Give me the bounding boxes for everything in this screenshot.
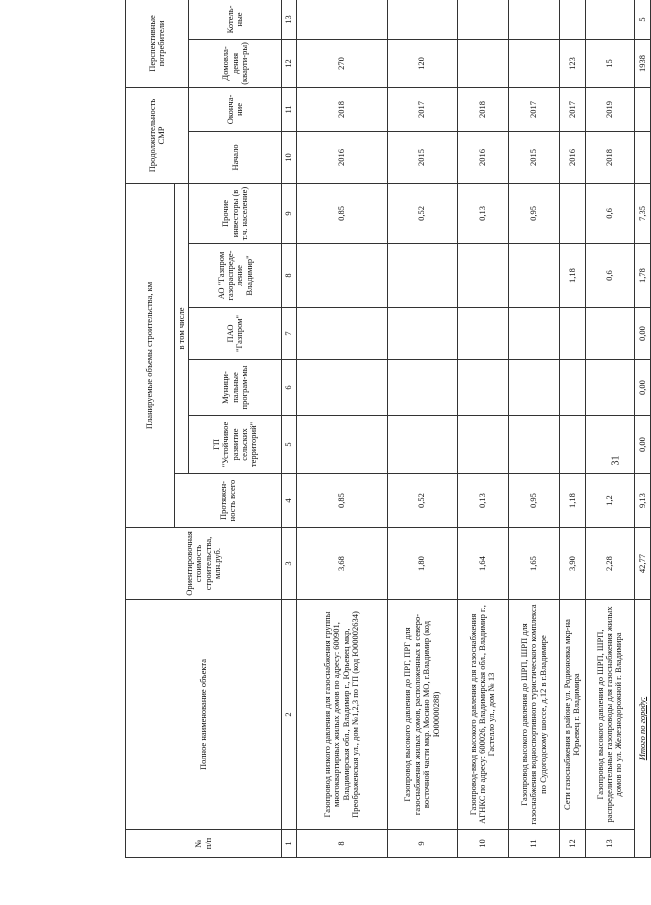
- end-year: 2017: [387, 87, 457, 131]
- table-row: [387, 0, 457, 858]
- table-row: [296, 0, 387, 858]
- rotated-table-page: [125, 0, 651, 858]
- col-number: 3: [282, 528, 296, 600]
- table-row: [508, 0, 559, 858]
- table-row: [560, 0, 586, 858]
- ao-length: 0,6: [585, 244, 634, 308]
- cost: 1,64: [457, 528, 508, 600]
- boilers: [508, 0, 559, 39]
- start-year: 2016: [457, 131, 508, 183]
- boilers: [585, 0, 634, 39]
- households: 120: [387, 39, 457, 87]
- header-planned: Планируемые объемы строительства, км: [126, 183, 175, 527]
- start-year: 2016: [296, 131, 387, 183]
- pao-length: [560, 308, 586, 360]
- length-total: 0,13: [457, 474, 508, 528]
- total-boilers: 5: [634, 0, 650, 39]
- total-ao: 1,78: [634, 244, 650, 308]
- col-number: 2: [282, 600, 296, 830]
- header-ao: АО "Газпром газораспреде-ление Владимир": [189, 244, 282, 308]
- row-number: 9: [387, 830, 457, 858]
- pao-length: [585, 308, 634, 360]
- header-name: Полное наименование объекта: [126, 600, 282, 830]
- municipal-length: [585, 360, 634, 416]
- gp-length: [296, 416, 387, 474]
- total-cost: 42,77: [634, 528, 650, 600]
- ao-length: [508, 244, 559, 308]
- header-cost: Ориентировочная стоимость строительства, млн.руб.: [126, 528, 282, 600]
- col-number: 12: [282, 39, 296, 87]
- ao-length: [457, 244, 508, 308]
- total-row: [634, 0, 650, 858]
- gp-length: [457, 416, 508, 474]
- total-length: 9,13: [634, 474, 650, 528]
- row-number: 11: [508, 830, 559, 858]
- total-label: Итого по городу:: [634, 600, 650, 858]
- col-number: 10: [282, 131, 296, 183]
- col-number: 4: [282, 474, 296, 528]
- cost: 1,65: [508, 528, 559, 600]
- end-year: 2017: [560, 87, 586, 131]
- start-year: 2015: [508, 131, 559, 183]
- header-incl: в том числе: [174, 183, 188, 473]
- header-prospective: Перспективные потребители: [126, 0, 189, 87]
- boilers: [560, 0, 586, 39]
- object-name: Газопровод высокого давления до ПРГ, ПРГ для газоснабжения жилых домов, расположенных в северо-восточной части мкр. Мосино МО, г.Владимир (код Ю00000288): [387, 600, 457, 830]
- other-length: 0,52: [387, 183, 457, 243]
- other-length: 0,6: [585, 183, 634, 243]
- households: 270: [296, 39, 387, 87]
- col-number: 8: [282, 244, 296, 308]
- col-number: 13: [282, 0, 296, 39]
- pao-length: [508, 308, 559, 360]
- boilers: [457, 0, 508, 39]
- municipal-length: [457, 360, 508, 416]
- length-total: 0,52: [387, 474, 457, 528]
- total-gp: 0,00: [634, 416, 650, 474]
- start-year: 2015: [387, 131, 457, 183]
- object-name: Сети газоснабжения в районе ул. Родионовка мкр-на Юрьевец г. Владимира: [560, 600, 586, 830]
- header-end: Оконча-ние: [189, 87, 282, 131]
- gp-length: [560, 416, 586, 474]
- gas-pipeline-table: [125, 0, 651, 858]
- total-start: [634, 131, 650, 183]
- header-municipal: Муници-пальные програм-мы: [189, 360, 282, 416]
- header-boilers: Котель-ные: [189, 0, 282, 39]
- households: 15: [585, 39, 634, 87]
- municipal-length: [508, 360, 559, 416]
- cost: 1,80: [387, 528, 457, 600]
- other-length: [560, 183, 586, 243]
- boilers: [296, 0, 387, 39]
- pao-length: [296, 308, 387, 360]
- gp-length: [387, 416, 457, 474]
- column-number-row: [282, 0, 296, 858]
- households: 123: [560, 39, 586, 87]
- pao-length: [457, 308, 508, 360]
- municipal-length: [296, 360, 387, 416]
- table-row: [457, 0, 508, 858]
- boilers: [387, 0, 457, 39]
- header-pao: ПАО "Газпром": [189, 308, 282, 360]
- pao-length: [387, 308, 457, 360]
- length-total: 0,95: [508, 474, 559, 528]
- end-year: 2019: [585, 87, 634, 131]
- col-number: 11: [282, 87, 296, 131]
- table-row: [585, 0, 634, 858]
- municipal-length: [387, 360, 457, 416]
- header-num: № п/п: [126, 830, 282, 858]
- other-length: 0,95: [508, 183, 559, 243]
- row-number: 8: [296, 830, 387, 858]
- col-number: 9: [282, 183, 296, 243]
- page-number: 31: [610, 455, 622, 466]
- other-length: 0,13: [457, 183, 508, 243]
- cost: 3,68: [296, 528, 387, 600]
- header-length-total: Протяжен-ность всего: [174, 474, 282, 528]
- object-name: Газопровод низкого давления для газоснабжения группы многоквартирных жилых домов по адресу: 600901, Владимирская обл., Владимир г., Юрьевец мкр, Преображенская ул., дом №1,2,3 по ГП (код Ю00002634): [296, 600, 387, 830]
- total-other: 7,35: [634, 183, 650, 243]
- end-year: 2017: [508, 87, 559, 131]
- object-name: Газопровод-ввод высокого давления для газоснабжения АГНКС по адресу: 600026, Владимирская обл., Владимир г., Гастелло ул., дом № 13: [457, 600, 508, 830]
- object-name: Газопровод высокого давления до ШРП, ШРП для газоснабжения водноспортивного туристического комплекса по Судогодскому шоссе, д.12 в г.Владимире: [508, 600, 559, 830]
- col-number: 7: [282, 308, 296, 360]
- end-year: 2018: [296, 87, 387, 131]
- municipal-length: [560, 360, 586, 416]
- ao-length: [296, 244, 387, 308]
- object-name: Газопровод высокого давления до ШРП, ШРП, распределительные газопроводы для газоснабжения жилых домов по ул. Железнодорожной г. Владимира: [585, 600, 634, 830]
- header-duration: Продолжительность СМР: [126, 87, 189, 183]
- households: [508, 39, 559, 87]
- col-number: 6: [282, 360, 296, 416]
- total-pao: 0,00: [634, 308, 650, 360]
- length-total: 1,2: [585, 474, 634, 528]
- other-length: 0,85: [296, 183, 387, 243]
- header-gp: ГП "Устойчивое развитие сельских территорий": [189, 416, 282, 474]
- length-total: 0,85: [296, 474, 387, 528]
- start-year: 2016: [560, 131, 586, 183]
- header-other: Прочие инвесторы (в т.ч. население): [189, 183, 282, 243]
- col-number: 5: [282, 416, 296, 474]
- row-number: 13: [585, 830, 634, 858]
- households: [457, 39, 508, 87]
- gp-length: [508, 416, 559, 474]
- row-number: 12: [560, 830, 586, 858]
- col-number: 1: [282, 830, 296, 858]
- ao-length: [387, 244, 457, 308]
- total-end: [634, 87, 650, 131]
- row-number: 10: [457, 830, 508, 858]
- total-municipal: 0,00: [634, 360, 650, 416]
- header-households: Домовла-дения (кварти-ры): [189, 39, 282, 87]
- cost: 3,90: [560, 528, 586, 600]
- total-households: 1938: [634, 39, 650, 87]
- cost: 2,28: [585, 528, 634, 600]
- ao-length: 1,18: [560, 244, 586, 308]
- length-total: 1,18: [560, 474, 586, 528]
- end-year: 2018: [457, 87, 508, 131]
- start-year: 2018: [585, 131, 634, 183]
- header-start: Начало: [189, 131, 282, 183]
